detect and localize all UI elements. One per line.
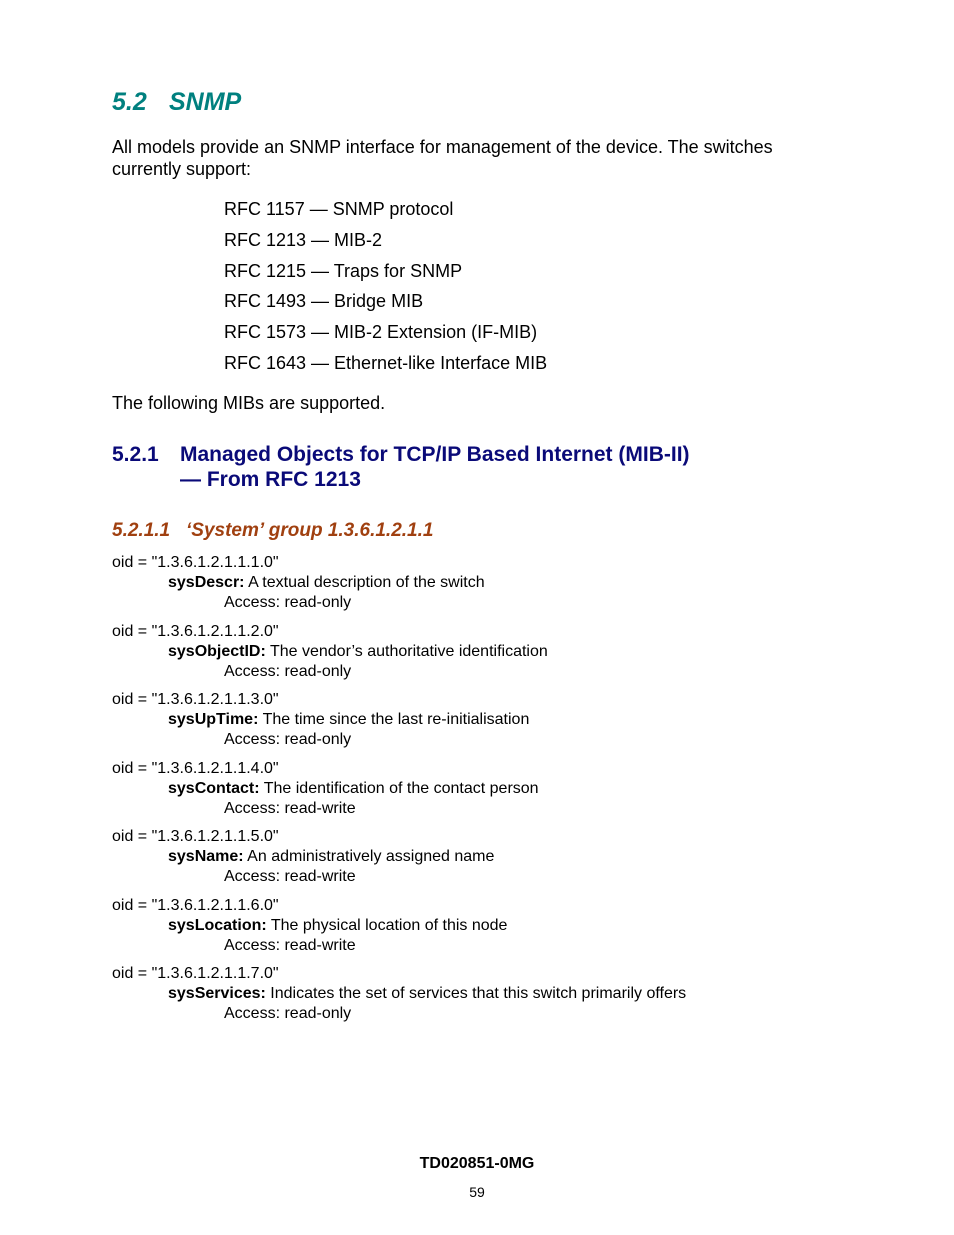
object-description: An administratively assigned name bbox=[243, 848, 495, 865]
mib-object bbox=[112, 622, 686, 691]
subsection-title-line2: — From RFC 1213 bbox=[180, 468, 361, 491]
section-title: SNMP bbox=[169, 88, 242, 116]
object-name: sysLocation: bbox=[168, 916, 267, 934]
access-line: Access: read-only bbox=[224, 662, 352, 680]
rfc-list bbox=[224, 198, 547, 383]
access-line: Access: read-write bbox=[224, 936, 356, 954]
object-description: The identification of the contact person bbox=[259, 779, 539, 797]
mib-object bbox=[112, 690, 686, 759]
object-name: sysObjectID: bbox=[168, 642, 266, 660]
rfc-item: RFC 1643 — Ethernet-like Interface MIB bbox=[224, 352, 548, 373]
rfc-item: RFC 1493 — Bridge MIB bbox=[224, 291, 424, 312]
description-line bbox=[112, 642, 686, 662]
rfc-item: RFC 1573 — MIB-2 Extension (IF-MIB) bbox=[224, 322, 538, 343]
description-line bbox=[112, 710, 686, 730]
mib-object bbox=[112, 759, 686, 828]
oid-line: oid = "1.3.6.1.2.1.1.7.0" bbox=[112, 965, 279, 982]
object-name: sysContact: bbox=[168, 779, 260, 797]
description-line bbox=[112, 916, 686, 936]
intro-paragraph: All models provide an SNMP interface for management of the device. The switches currently support: bbox=[112, 137, 773, 179]
rfc-item: RFC 1157 — SNMP protocol bbox=[224, 199, 454, 219]
description-line bbox=[112, 779, 686, 799]
footer-document-id: TD020851-0MG bbox=[419, 1155, 535, 1172]
description-line bbox=[112, 847, 686, 867]
object-description: The physical location of this node bbox=[266, 916, 508, 934]
subsection-heading bbox=[112, 442, 690, 492]
object-description: A textual description of the switch bbox=[244, 574, 485, 591]
access-line: Access: read-write bbox=[224, 868, 356, 885]
oid-line: oid = "1.3.6.1.2.1.1.2.0" bbox=[112, 622, 279, 640]
mib-object bbox=[112, 964, 686, 1033]
oid-line: oid = "1.3.6.1.2.1.1.3.0" bbox=[112, 691, 279, 708]
mib-object bbox=[112, 827, 686, 896]
oid-line: oid = "1.3.6.1.2.1.1.5.0" bbox=[112, 828, 279, 845]
rfc-item: RFC 1215 — Traps for SNMP bbox=[224, 260, 463, 281]
subsection-title-line1: Managed Objects for TCP/IP Based Internet (MIB-II) bbox=[180, 443, 690, 466]
section-number: 5.2 bbox=[112, 88, 147, 116]
oid-line: oid = "1.3.6.1.2.1.1.1.0" bbox=[112, 554, 279, 571]
object-description: Indicates the set of services that this switch primarily offers bbox=[265, 985, 687, 1002]
section-heading bbox=[112, 88, 241, 117]
mib-object bbox=[112, 553, 686, 622]
following-paragraph: The following MIBs are supported. bbox=[112, 393, 386, 413]
subsubsection-heading bbox=[112, 520, 433, 542]
object-name: sysServices: bbox=[168, 985, 266, 1002]
object-name: sysUpTime: bbox=[168, 711, 259, 728]
oid-line: oid = "1.3.6.1.2.1.1.6.0" bbox=[112, 896, 279, 914]
description-line bbox=[112, 573, 686, 593]
access-line: Access: read-only bbox=[224, 594, 352, 611]
object-name: sysName: bbox=[168, 848, 244, 865]
rfc-item: RFC 1213 — MIB-2 bbox=[224, 229, 383, 250]
object-name: sysDescr: bbox=[168, 574, 245, 591]
access-line: Access: read-only bbox=[224, 731, 352, 748]
oid-line: oid = "1.3.6.1.2.1.1.4.0" bbox=[112, 759, 279, 777]
mib-object-list bbox=[112, 553, 686, 1033]
description-line bbox=[112, 984, 686, 1004]
subsubsection-title: ‘System’ group 1.3.6.1.2.1.1 bbox=[186, 520, 434, 541]
access-line: Access: read-only bbox=[224, 1005, 352, 1022]
subsubsection-number: 5.2.1.1 bbox=[112, 520, 171, 541]
object-description: The time since the last re-initialisation bbox=[258, 711, 530, 728]
object-description: The vendor’s authoritative identification bbox=[265, 642, 548, 660]
subsection-number: 5.2.1 bbox=[112, 443, 159, 466]
access-line: Access: read-write bbox=[224, 799, 356, 817]
mib-object bbox=[112, 896, 686, 965]
footer-page-number: 59 bbox=[469, 1184, 485, 1200]
